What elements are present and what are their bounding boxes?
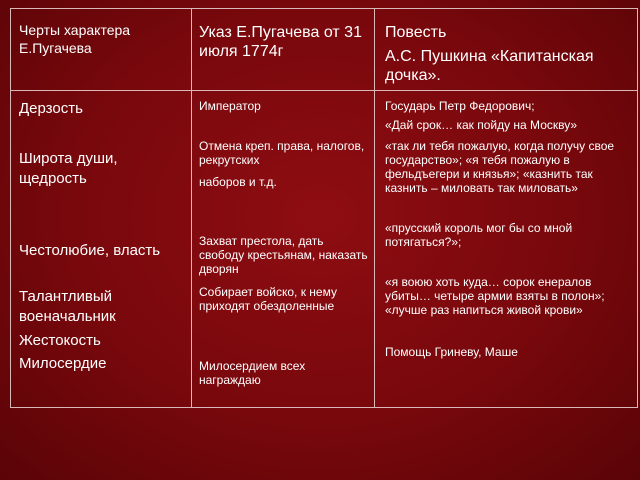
column-divider-2: [374, 9, 375, 407]
header-traits: Черты характера Е.Пугачева: [19, 22, 131, 56]
novel-quote-4: «прусский король мог бы со мной потягаться?»;: [385, 221, 573, 249]
novel-quote-2: «Дай срок… как пойду на Москву»: [385, 118, 578, 132]
header-decree: Указ Е.Пугачева от 31 июля 1774г: [199, 24, 362, 60]
trait-ambition: Честолюбие, власть: [19, 242, 161, 259]
novel-quote-5: «я воюю хоть куда… сорок енералов убиты… четыре армии взяты в полон»; «лучше раз напиться живой крови»: [385, 275, 605, 317]
trait-boldness: Дерзость: [19, 100, 83, 117]
trait-cruelty: Жестокость: [19, 332, 101, 349]
decree-army: Собирает войско, к нему приходят обездоленные: [199, 285, 337, 313]
header-divider: [11, 90, 637, 91]
trait-commander: Талантливый военачальник: [19, 288, 116, 325]
trait-generosity: Широта души, щедрость: [19, 150, 118, 187]
decree-mercy: Милосердием всех награждаю: [199, 359, 306, 387]
novel-quote-1: Государь Петр Федорович;: [385, 99, 535, 113]
decree-throne: Захват престола, дать свободу крестьянам, наказать дворян: [199, 234, 368, 276]
decree-recruitment: наборов и т.д.: [199, 175, 277, 189]
novel-quote-3: «так ли тебя пожалую, когда получу свое государство»; «я тебя пожалую в фельдъегери и князья»; «казнить так казнить – миловать так миловать»: [385, 139, 615, 195]
novel-quote-6: Помощь Гриневу, Маше: [385, 345, 518, 359]
decree-abolition: Отмена креп. права, налогов, рекрутских: [199, 139, 365, 167]
decree-emperor: Император: [199, 99, 261, 113]
header-novel: Повесть А.С. Пушкина «Капитанская дочка».: [385, 24, 594, 84]
column-divider-1: [191, 9, 192, 407]
trait-mercy: Милосердие: [19, 355, 107, 372]
comparison-table: [10, 8, 638, 408]
